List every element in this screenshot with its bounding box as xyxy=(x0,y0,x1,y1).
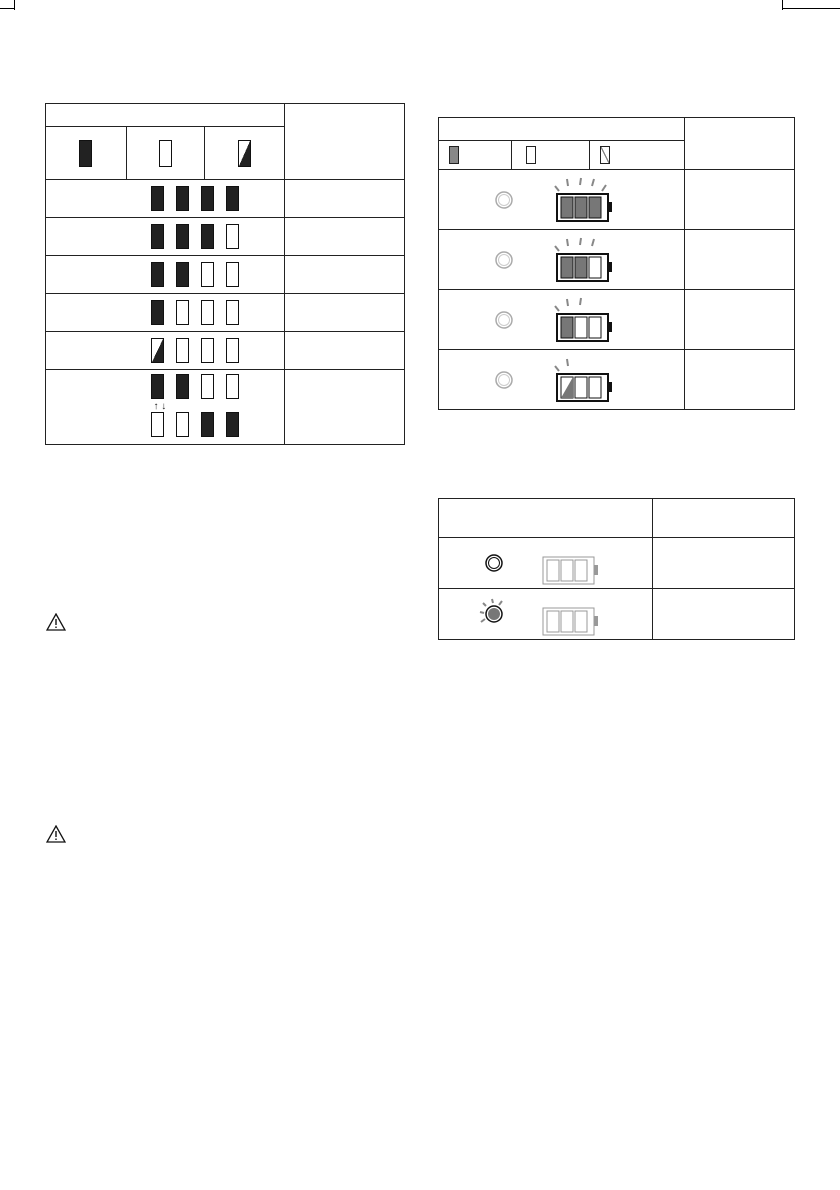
on-segment-icon xyxy=(176,374,189,399)
on-segment-icon xyxy=(201,186,214,211)
off-segment-icon xyxy=(226,374,239,399)
on-segment-icon xyxy=(201,412,214,437)
capacity-cell xyxy=(685,170,795,230)
off-segment-icon xyxy=(201,300,214,325)
half-segment-icon xyxy=(600,146,610,164)
capacity-cell xyxy=(284,218,404,256)
battery-gauge-icon xyxy=(551,357,621,403)
indicator-cell xyxy=(46,218,285,256)
white-segment-icon xyxy=(589,257,601,278)
white-segment-icon xyxy=(561,560,573,581)
on-segment-icon xyxy=(176,262,189,287)
lamp-icon xyxy=(477,546,511,580)
table-row xyxy=(46,294,405,332)
table-row xyxy=(439,290,795,350)
indicator-cell xyxy=(439,350,685,410)
table-row xyxy=(439,350,795,410)
legend-lit xyxy=(46,127,127,180)
indicator-cell xyxy=(439,230,685,290)
blink-segment-icon xyxy=(151,338,164,363)
white-segment-icon xyxy=(526,146,536,164)
lamp-icon xyxy=(487,183,521,217)
lamp-header xyxy=(439,499,653,538)
warning-triangle-icon xyxy=(46,825,66,843)
battery-indicator-table xyxy=(438,117,795,410)
lamp-cell xyxy=(439,538,653,589)
white-segment-icon xyxy=(547,560,559,581)
white-segment-icon xyxy=(589,317,601,338)
lamp-icon xyxy=(487,303,521,337)
off-segment-icon xyxy=(226,338,239,363)
capacity-cell xyxy=(685,290,795,350)
indicator-cell xyxy=(46,294,285,332)
off-segment-icon xyxy=(151,412,164,437)
off-segment-icon xyxy=(176,338,189,363)
table-row xyxy=(439,538,795,589)
legend-white xyxy=(512,141,589,170)
white-segment-icon xyxy=(561,611,573,632)
table-row xyxy=(46,180,405,218)
off-segment-icon xyxy=(159,140,172,167)
table-row xyxy=(439,589,795,640)
warning-triangle-icon xyxy=(46,613,66,631)
grey-segment-icon xyxy=(561,197,573,218)
capacity-cell xyxy=(685,350,795,410)
grey-segment-icon xyxy=(561,317,573,338)
legend-grey xyxy=(439,141,512,170)
indicator-cell xyxy=(46,256,285,294)
lit-segment-icon xyxy=(79,140,92,167)
blinking-segment-icon xyxy=(238,140,251,167)
indicator-cell xyxy=(439,290,685,350)
capacity-cell xyxy=(284,180,404,218)
lamp-icon xyxy=(487,243,521,277)
crop-mark-left xyxy=(0,8,14,25)
on-segment-icon xyxy=(151,374,164,399)
lamp-cell xyxy=(439,589,653,640)
indicator-cell xyxy=(439,170,685,230)
on-segment-icon xyxy=(151,186,164,211)
remaining-capacity-table xyxy=(45,103,405,445)
table-row xyxy=(46,332,405,370)
indicator-lamps-header xyxy=(46,104,285,127)
capacity-cell xyxy=(685,230,795,290)
lamp-icon xyxy=(487,363,521,397)
grey-segment-icon xyxy=(575,197,587,218)
off-segment-icon xyxy=(201,374,214,399)
legend-blinking xyxy=(205,127,285,180)
on-segment-icon xyxy=(226,412,239,437)
table-row xyxy=(439,170,795,230)
off-segment-icon xyxy=(226,300,239,325)
grey-segment-icon xyxy=(561,257,573,278)
off-segment-icon xyxy=(226,262,239,287)
indicator-cell xyxy=(46,180,285,218)
grey-segment-icon xyxy=(449,146,459,164)
battery-gauge-icon xyxy=(551,177,621,223)
on-segment-icon xyxy=(176,186,189,211)
capacity-cell xyxy=(284,294,404,332)
grey-segment-icon xyxy=(575,257,587,278)
on-segment-icon xyxy=(201,224,214,249)
off-segment-icon xyxy=(201,262,214,287)
table-row xyxy=(46,218,405,256)
table-row xyxy=(46,256,405,294)
alternating-indicator-cell xyxy=(46,370,285,445)
off-segment-icon xyxy=(201,338,214,363)
off-segment-icon xyxy=(176,412,189,437)
table-row xyxy=(439,230,795,290)
battery-gauge-icon xyxy=(537,540,607,586)
capacity-cell xyxy=(284,332,404,370)
status-lamp-table xyxy=(438,498,795,640)
legend-half xyxy=(589,141,685,170)
battery-gauge-icon xyxy=(537,591,607,637)
white-segment-icon xyxy=(575,611,587,632)
white-segment-icon xyxy=(547,611,559,632)
on-segment-icon xyxy=(151,224,164,249)
off-segment-icon xyxy=(176,300,189,325)
remaining-capacity-header xyxy=(685,118,795,170)
on-segment-icon xyxy=(176,224,189,249)
indicator-cell xyxy=(46,332,285,370)
crop-mark-right xyxy=(782,8,840,25)
status-header xyxy=(652,499,794,538)
white-segment-icon xyxy=(575,317,587,338)
remaining-capacity-header xyxy=(284,104,404,180)
off-segment-icon xyxy=(226,224,239,249)
lamp-blinking-icon xyxy=(477,597,511,631)
indicator-header xyxy=(439,118,685,141)
capacity-cell xyxy=(284,256,404,294)
battery-gauge-icon xyxy=(551,297,621,343)
grey-segment-icon xyxy=(589,197,601,218)
status-cell xyxy=(652,538,794,589)
capacity-cell xyxy=(284,370,404,445)
legend-off xyxy=(126,127,205,180)
white-segment-icon xyxy=(575,377,587,398)
alternating-arrows: ↑ ↓ xyxy=(153,401,167,412)
on-segment-icon xyxy=(151,262,164,287)
on-segment-icon xyxy=(151,300,164,325)
white-segment-icon xyxy=(589,377,601,398)
battery-gauge-icon xyxy=(551,237,621,283)
on-segment-icon xyxy=(226,186,239,211)
white-segment-icon xyxy=(575,560,587,581)
status-cell xyxy=(652,589,794,640)
